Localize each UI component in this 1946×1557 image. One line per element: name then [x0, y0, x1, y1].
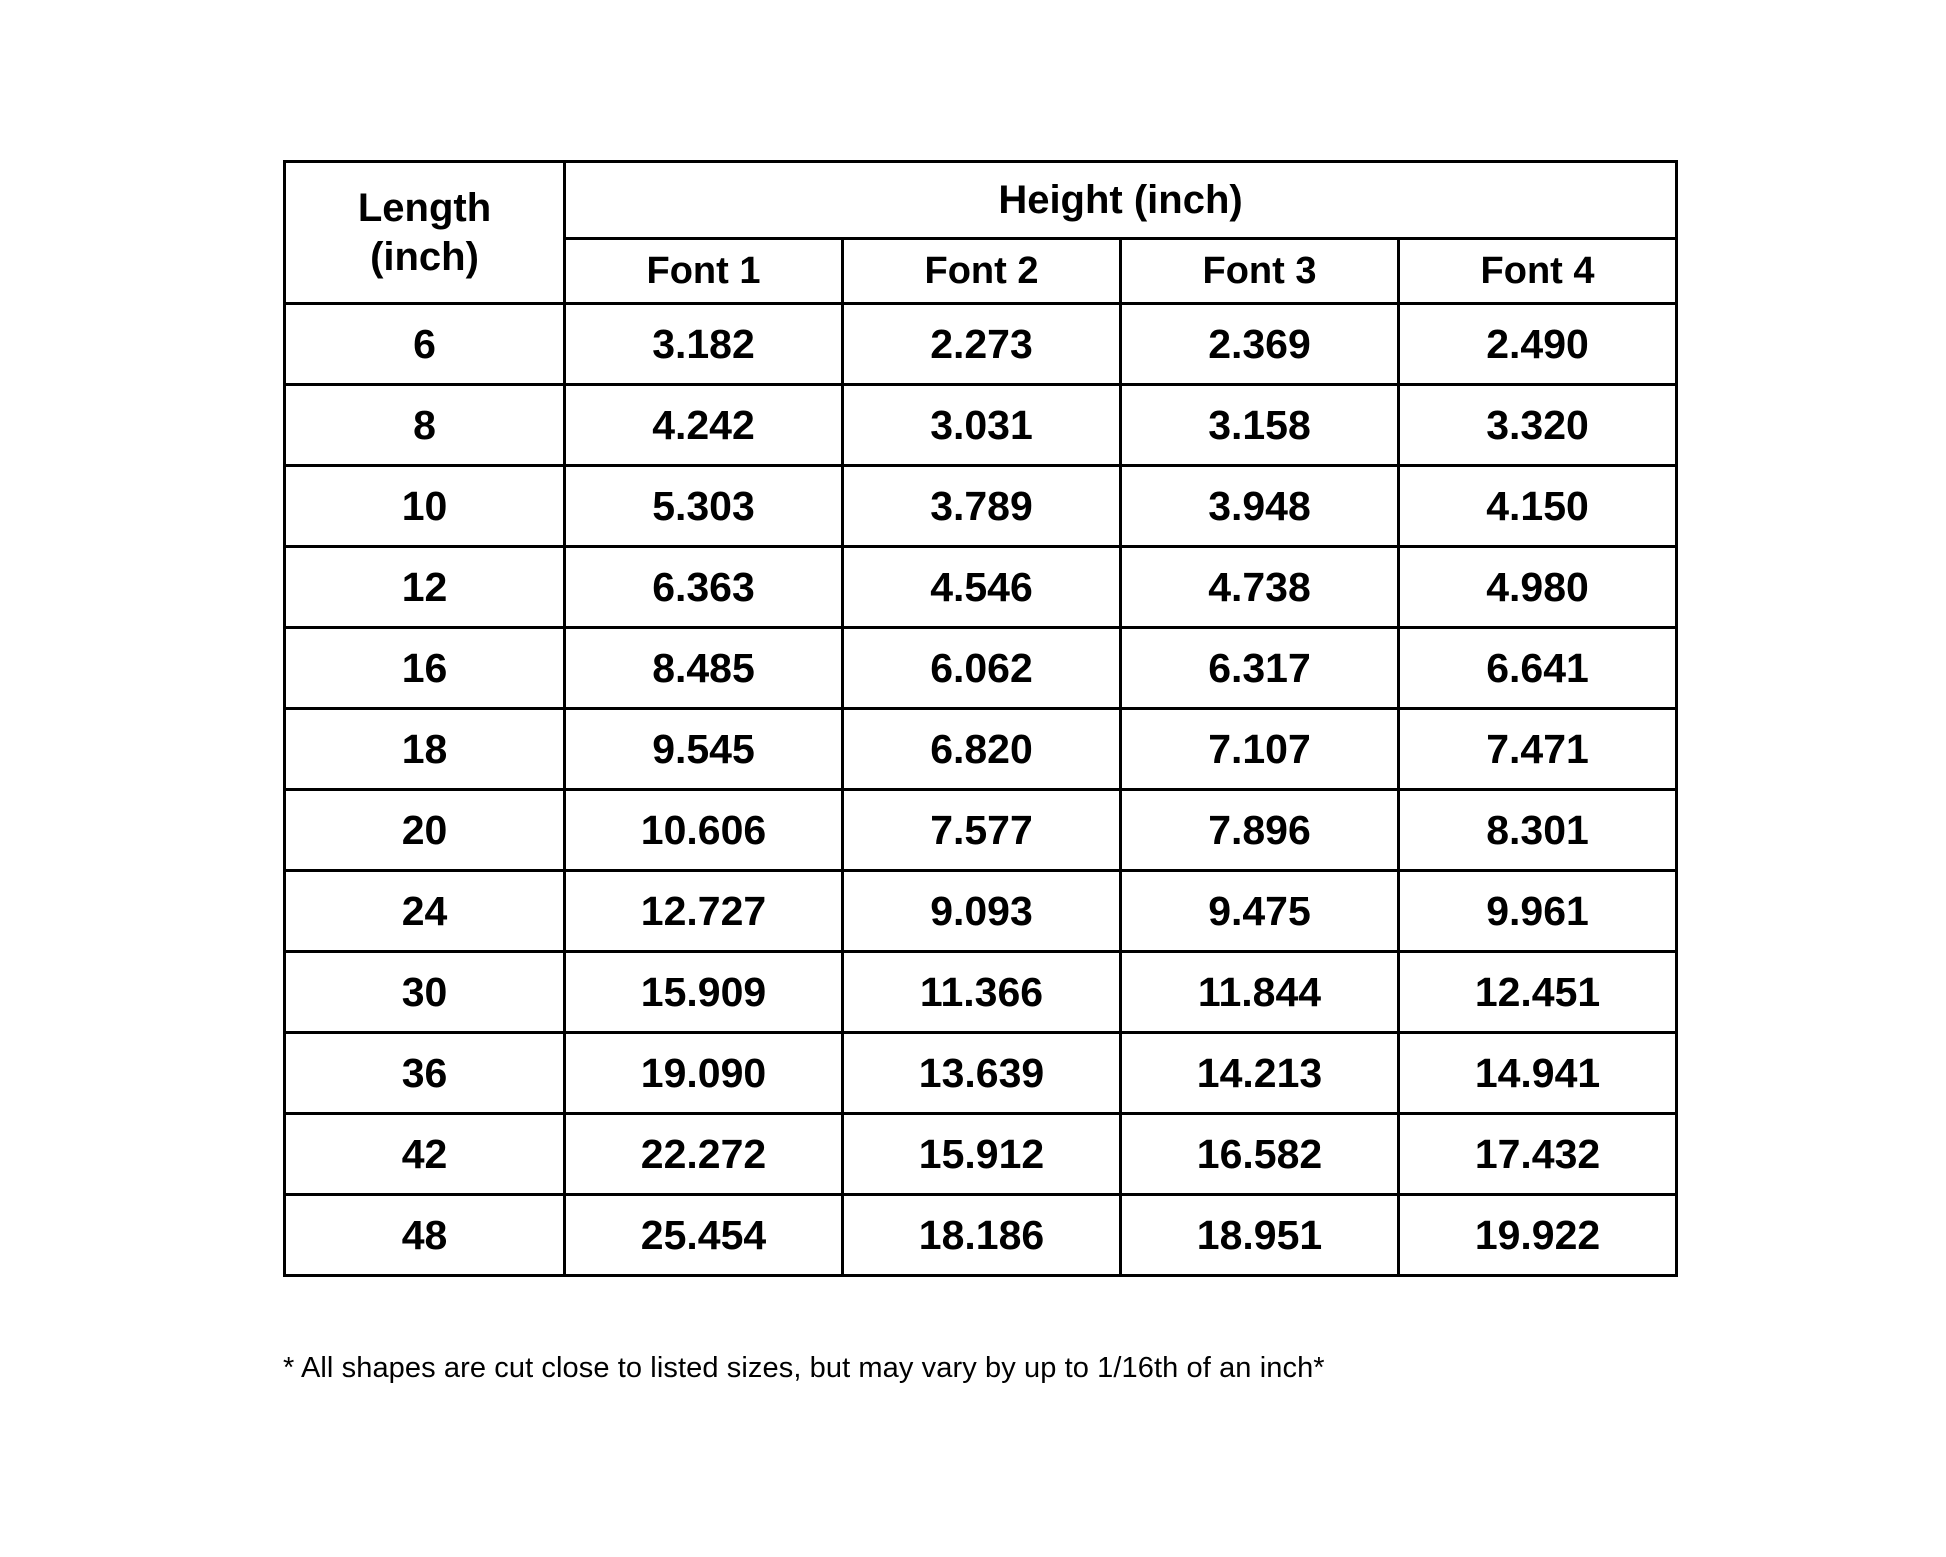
cell-font-1: 6.363 — [565, 547, 843, 628]
row-label-length: 18 — [285, 709, 565, 790]
cell-font-2: 18.186 — [843, 1195, 1121, 1276]
cell-font-3: 9.475 — [1121, 871, 1399, 952]
cell-font-2: 15.912 — [843, 1114, 1121, 1195]
row-label-length: 48 — [285, 1195, 565, 1276]
cell-font-2: 7.577 — [843, 790, 1121, 871]
table-row — [285, 871, 1677, 952]
table-row — [285, 466, 1677, 547]
table-row — [285, 628, 1677, 709]
cell-font-1: 15.909 — [565, 952, 843, 1033]
cell-font-1: 10.606 — [565, 790, 843, 871]
cell-font-4: 6.641 — [1399, 628, 1677, 709]
column-header-font-2: Font 2 — [843, 239, 1121, 304]
table-row — [285, 1195, 1677, 1276]
cell-font-1: 22.272 — [565, 1114, 843, 1195]
row-label-length: 12 — [285, 547, 565, 628]
cell-font-1: 4.242 — [565, 385, 843, 466]
table-row — [285, 304, 1677, 385]
cell-font-3: 4.738 — [1121, 547, 1399, 628]
cell-font-4: 8.301 — [1399, 790, 1677, 871]
cell-font-4: 4.150 — [1399, 466, 1677, 547]
cell-font-4: 9.961 — [1399, 871, 1677, 952]
cell-font-4: 14.941 — [1399, 1033, 1677, 1114]
cell-font-1: 3.182 — [565, 304, 843, 385]
column-header-font-3: Font 3 — [1121, 239, 1399, 304]
cell-font-2: 2.273 — [843, 304, 1121, 385]
row-label-length: 24 — [285, 871, 565, 952]
cell-font-3: 16.582 — [1121, 1114, 1399, 1195]
cell-font-1: 9.545 — [565, 709, 843, 790]
table-body — [285, 304, 1677, 1276]
cell-font-2: 9.093 — [843, 871, 1121, 952]
column-header-font-4: Font 4 — [1399, 239, 1677, 304]
cell-font-1: 25.454 — [565, 1195, 843, 1276]
cell-font-4: 17.432 — [1399, 1114, 1677, 1195]
cell-font-4: 2.490 — [1399, 304, 1677, 385]
cell-font-3: 11.844 — [1121, 952, 1399, 1033]
cell-font-4: 12.451 — [1399, 952, 1677, 1033]
cell-font-4: 3.320 — [1399, 385, 1677, 466]
row-label-length: 10 — [285, 466, 565, 547]
cell-font-3: 6.317 — [1121, 628, 1399, 709]
table-row — [285, 1033, 1677, 1114]
row-label-length: 20 — [285, 790, 565, 871]
cell-font-3: 14.213 — [1121, 1033, 1399, 1114]
cell-font-3: 2.369 — [1121, 304, 1399, 385]
table-header — [285, 162, 1677, 304]
size-chart-table — [283, 160, 1678, 1277]
cell-font-3: 7.107 — [1121, 709, 1399, 790]
cell-font-2: 3.031 — [843, 385, 1121, 466]
cell-font-1: 5.303 — [565, 466, 843, 547]
cell-font-4: 7.471 — [1399, 709, 1677, 790]
table-row — [285, 790, 1677, 871]
cell-font-1: 12.727 — [565, 871, 843, 952]
row-header-length-line1: Length — [357, 185, 492, 230]
row-label-length: 30 — [285, 952, 565, 1033]
cell-font-2: 11.366 — [843, 952, 1121, 1033]
row-label-length: 16 — [285, 628, 565, 709]
cell-font-1: 19.090 — [565, 1033, 843, 1114]
row-label-length: 42 — [285, 1114, 565, 1195]
cell-font-4: 4.980 — [1399, 547, 1677, 628]
cell-font-2: 13.639 — [843, 1033, 1121, 1114]
column-group-header-height: Height (inch) — [565, 162, 1677, 239]
cell-font-2: 6.820 — [843, 709, 1121, 790]
cell-font-2: 6.062 — [843, 628, 1121, 709]
cell-font-3: 18.951 — [1121, 1195, 1399, 1276]
table-header-row-group — [285, 162, 1677, 239]
row-label-length: 6 — [285, 304, 565, 385]
row-label-length: 8 — [285, 385, 565, 466]
cell-font-2: 3.789 — [843, 466, 1121, 547]
cell-font-1: 8.485 — [565, 628, 843, 709]
footnote-text: * All shapes are cut close to listed sizes, but may vary by up to 1/16th of an inch* — [283, 1352, 1325, 1384]
row-label-length: 36 — [285, 1033, 565, 1114]
cell-font-3: 7.896 — [1121, 790, 1399, 871]
cell-font-2: 4.546 — [843, 547, 1121, 628]
table-row — [285, 385, 1677, 466]
row-header-length-line2: (inch) — [370, 234, 479, 279]
size-chart-table-container — [283, 160, 1675, 1277]
table-row — [285, 1114, 1677, 1195]
cell-font-4: 19.922 — [1399, 1195, 1677, 1276]
table-row — [285, 952, 1677, 1033]
table-row — [285, 547, 1677, 628]
cell-font-3: 3.948 — [1121, 466, 1399, 547]
column-header-font-1: Font 1 — [565, 239, 843, 304]
table-row — [285, 709, 1677, 790]
cell-font-3: 3.158 — [1121, 385, 1399, 466]
row-header-length — [285, 162, 565, 304]
